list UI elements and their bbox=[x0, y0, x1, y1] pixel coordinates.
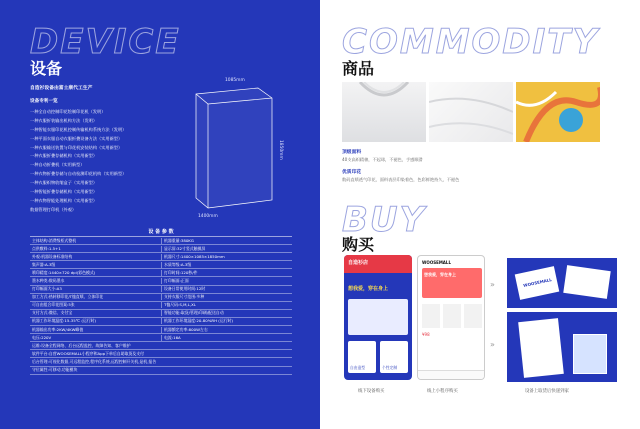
spec-cell: 喷印精度:1440×720 dpi(彩色模式) bbox=[32, 269, 96, 275]
table-row bbox=[30, 261, 292, 269]
spec-cell: 点供敷料:1.5+1 bbox=[32, 245, 61, 251]
table-row bbox=[30, 367, 292, 375]
spec-table bbox=[30, 236, 292, 375]
fabric-fold-icon bbox=[429, 82, 513, 142]
spec-cell: 机器工作环境湿度:20-80%RH (运行时) bbox=[161, 318, 292, 324]
product-price: ¥98 bbox=[422, 332, 430, 337]
app-brand: WOOSEMALL bbox=[422, 260, 451, 265]
patent-item: 一种平面衣服自动衣服折叠设备方法（实用新型） bbox=[30, 135, 123, 141]
table-row bbox=[30, 358, 292, 366]
spec-cell: 电流:16A bbox=[161, 335, 292, 341]
spec-cell: 后台管理:可视化数据,可远程监控,程序化系统,远程控制开关机,是机,报告 bbox=[32, 358, 157, 364]
table-row bbox=[30, 350, 292, 358]
table-row bbox=[30, 302, 292, 310]
spec-cell: 打印幅面大小:A3 bbox=[32, 286, 62, 292]
dim-height: 1850mm bbox=[278, 140, 283, 160]
package-card bbox=[563, 265, 610, 299]
table-row bbox=[30, 310, 292, 318]
offline-kiosk-screen bbox=[344, 255, 412, 380]
spec-cell: 守位属性:可移动,功能模块 bbox=[32, 367, 78, 373]
spec-cell: 支持衣服尺寸范围:多种 bbox=[161, 294, 292, 300]
caption-offline: 线下设备购买 bbox=[358, 389, 385, 394]
patent-item: 一种自动折叠机（实用新型） bbox=[30, 162, 85, 168]
table-row bbox=[30, 237, 292, 245]
app-headline: 想我爱，穿在身上 bbox=[424, 272, 456, 277]
patent-item: 一种衣服输送装置与印花机安装结构（实用新型） bbox=[30, 144, 123, 150]
table-row bbox=[30, 294, 292, 302]
cabinet-outline-icon bbox=[188, 80, 276, 214]
commodity-page bbox=[320, 0, 640, 429]
kiosk-banner bbox=[348, 299, 408, 335]
table-row bbox=[30, 326, 292, 334]
spec-cell: 可自由组合印花图案:5张 bbox=[32, 302, 75, 308]
kiosk-option-label: 自由造型 bbox=[350, 365, 366, 370]
spec-cell: 运维:设备全程网络、后台远程监控、故障告知、客户维护 bbox=[32, 342, 131, 348]
box-brand: WOOSEMALL bbox=[522, 277, 553, 288]
patent-item: 一种智能衣服印花机控制传输机构系统方法（发明） bbox=[30, 126, 127, 132]
patent-item: 一种衣物折叠存储与自动检测印花机构（实用新型） bbox=[30, 171, 127, 177]
tshirt-collar-icon bbox=[342, 82, 426, 142]
buy-title-cn: 购买 bbox=[342, 235, 375, 254]
print-closeup-photo bbox=[516, 82, 600, 142]
tshirt-collar-photo bbox=[342, 82, 426, 142]
kiosk-tag: 自造衫店 bbox=[348, 260, 369, 266]
print-pattern-icon bbox=[516, 82, 600, 142]
fabric-closeup-photo bbox=[429, 82, 513, 142]
table-row bbox=[30, 253, 292, 261]
spec-cell: 电压:220V bbox=[32, 334, 52, 340]
folded-tshirt bbox=[518, 318, 564, 378]
buy-title-en: BUY bbox=[342, 200, 427, 240]
spec-cell: 主体结构:消费级柜式整机 bbox=[32, 237, 77, 243]
product-thumb[interactable] bbox=[422, 304, 440, 328]
arrow-right-icon: » bbox=[490, 340, 495, 349]
kiosk-option-label: 个性定制 bbox=[382, 365, 398, 370]
caption-delivery: 设备上取货后快递到家 bbox=[525, 389, 569, 394]
print-text: 数码直喷透气印花，面料表层印染着色，色彩鲜艳持久，不褪色 bbox=[342, 177, 460, 182]
fabric-text: 40支高织精棉，不起球，不褪色，手感顺滑 bbox=[342, 157, 423, 162]
caption-online: 线上小程序购买 bbox=[427, 389, 458, 394]
mini-program-screen bbox=[417, 255, 485, 380]
product-thumb[interactable] bbox=[443, 304, 461, 328]
print-label: 优质印花 bbox=[342, 170, 362, 175]
spec-cell: T恤尺码:S,M,L,XL bbox=[161, 302, 292, 308]
spec-cell: 机器输出功率:2KW/4KW峰值 bbox=[32, 326, 84, 332]
spec-cell: 打印幅面:正面 bbox=[161, 278, 292, 284]
device-title-cn: 设备 bbox=[30, 59, 63, 78]
package-photo bbox=[507, 258, 617, 308]
spec-cell: 软件平台:自营WOOSEMALL小程序和App下单后自助取货及支付 bbox=[32, 350, 144, 356]
patent-item: 一种衣物智能处理机构（实用新型） bbox=[30, 197, 98, 203]
table-row bbox=[30, 286, 292, 294]
patent-list bbox=[30, 110, 126, 217]
spec-cell: 显示屏:32寸竖式触摸屏 bbox=[161, 246, 292, 252]
commodity-title-en: COMMODITY bbox=[342, 22, 600, 62]
spec-cell: 机器重量:380KG bbox=[161, 238, 292, 244]
spec-cell: 机器额定功率:800W左右 bbox=[161, 327, 292, 333]
spec-cell: 加工方式:热转移印花/T恤直喷、立体印花 bbox=[32, 294, 104, 300]
arrow-right-icon: » bbox=[490, 280, 495, 289]
spec-cell: 设备日常使用时间:12时 bbox=[161, 286, 292, 292]
fabric-label: 顶级面料 bbox=[342, 150, 362, 155]
commodity-title-cn: 商品 bbox=[342, 59, 375, 78]
dim-depth: 1400mm bbox=[198, 214, 218, 219]
product-thumb[interactable] bbox=[464, 304, 482, 328]
spec-cell: 集声器:A-3级 bbox=[32, 261, 56, 267]
patent-item: 数据管理打印机（外观） bbox=[30, 206, 77, 212]
patent-item: 一种智能折叠存储机构（实用新型） bbox=[30, 189, 98, 195]
dim-width: 1085mm bbox=[225, 78, 245, 83]
patent-item: 一种衣服折装输出机构方法（发明） bbox=[30, 117, 98, 123]
spec-caption: 设 备 参 数 bbox=[148, 229, 174, 235]
spec-cell: 墨水种类:数码墨水 bbox=[32, 278, 65, 284]
patent-item: 一种衣服织物收缩盒子（实用新型） bbox=[30, 180, 98, 186]
table-row bbox=[30, 245, 292, 253]
device-title-en: DEVICE bbox=[30, 22, 181, 62]
table-row bbox=[30, 342, 292, 350]
gift-box bbox=[573, 334, 607, 374]
device-subhead: 自造衫设备由富士康代工生产 bbox=[30, 86, 93, 91]
spec-cell: 机器尺寸:1400×1085×1850mm bbox=[161, 254, 292, 260]
app-tabbar[interactable] bbox=[418, 370, 485, 380]
table-row bbox=[30, 318, 292, 326]
spec-cell: 打印时间:120秒/件 bbox=[161, 270, 292, 276]
spec-cell: 智能功能:取货/管理/印刷/配送自动 bbox=[161, 310, 292, 316]
patent-item: 一种全自动控制印花绘制印花机（发明） bbox=[30, 109, 106, 114]
patent-item: 一种衣服折叠存储机构（实用新型） bbox=[30, 153, 98, 159]
table-row bbox=[30, 334, 292, 342]
spec-cell: 外观:机器设备标准结构 bbox=[32, 253, 73, 259]
package-box-photo bbox=[507, 312, 617, 382]
patent-heading: 设备专利一览 bbox=[30, 99, 58, 104]
spec-cell: 机器工作环境温度:15-35℃ (运行时) bbox=[32, 318, 97, 324]
kiosk-headline: 想我爱，穿在身上 bbox=[348, 286, 389, 292]
table-row bbox=[30, 277, 292, 285]
device-cabinet-illustration bbox=[188, 80, 276, 214]
table-row bbox=[30, 269, 292, 277]
spec-cell: 水质等级:A-3级 bbox=[161, 262, 292, 268]
spec-cell: 支付方式:微信、支付宝 bbox=[32, 310, 73, 316]
